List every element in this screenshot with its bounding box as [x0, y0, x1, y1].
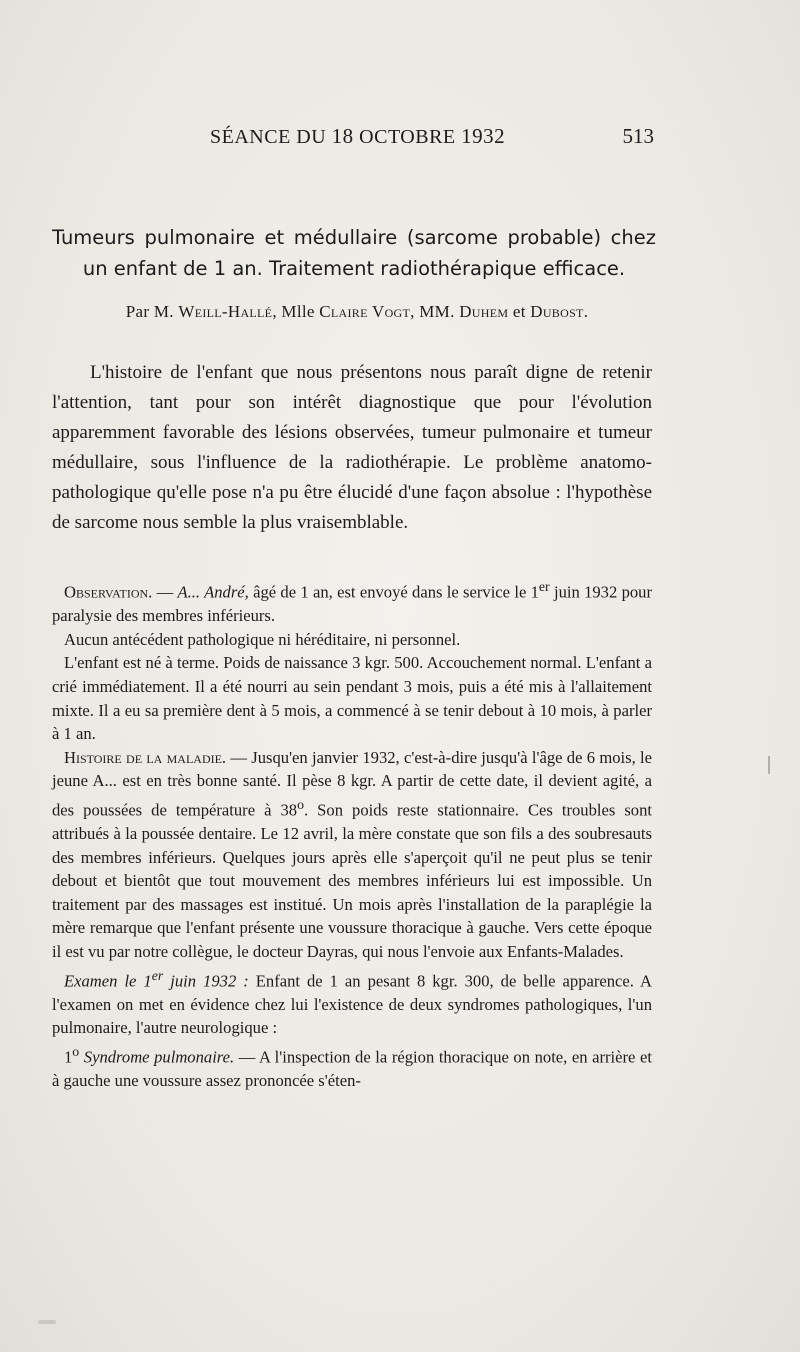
syndrome-text: A l'inspection de la région thoracique on note, en arrière et à gauche une voussure assez prononcée s'éten- [52, 1047, 652, 1090]
observation-text-a: âgé de 1 an, est envoyé dans le service le 1 [248, 582, 539, 602]
running-head [210, 124, 505, 149]
exam-label-sup: er [151, 967, 164, 983]
running-head-pre: SÉANCE DU [210, 126, 332, 148]
observation-patient: A... André, [177, 582, 249, 602]
observation-sup: er [538, 579, 550, 594]
observation-dash: — [152, 582, 178, 602]
authors-sep-1: , Mlle [272, 302, 320, 321]
authors-sep-3: et [508, 302, 531, 321]
observation-text-b: juin 1932 pour paralysie des membres inférieurs. [52, 582, 652, 626]
article-title: Tumeurs pulmonaire et médullaire (sarcome probable) chez un enfant de 1 an. Traitement radiothérapique efficace. [52, 226, 656, 280]
syndrome-dash: — [234, 1047, 260, 1067]
history-dash: — [226, 747, 252, 767]
observation-label: Observation. [64, 582, 153, 602]
author-claire-vogt: Claire Vogt [319, 302, 411, 321]
syndrome-paragraph [52, 1040, 652, 1093]
ink-smudge [38, 1320, 56, 1324]
syndrome-degree: o [72, 1043, 80, 1059]
author-duhem: Duhem [459, 302, 509, 321]
history-label: Histoire de la maladie. [64, 747, 227, 767]
margin-mark [768, 756, 770, 774]
intro-paragraph: L'histoire de l'enfant que nous présentons nous paraît digne de retenir l'attention, tant pour son intérêt diagnostique que pour l'évolution apparemment favorable des lésions observées, tumeur pulmonaire et tumeur médullaire, sous l'influence de la radiothérapie. Le problème anatomo-pathologique qu'elle pose n'a pu être élucidé d'une façon absolue : l'hypothèse de sarcome nous semble la plus vraisemblable. [52, 362, 652, 533]
running-head-month: OCTOBRE [353, 126, 462, 148]
author-weill-halle: Weill-Hallé [178, 302, 273, 321]
exam-label-b: juin 1932 : [163, 971, 249, 991]
exam-text: Enfant de 1 an pesant 8 kgr. 300, de belle apparence. A l'examen on met en évidence chez lui l'existence de deux syndromes pathologiques, l'un pulmonaire, l'autre neurologique : [52, 971, 652, 1038]
authors-end: . [583, 302, 589, 321]
observation-paragraph [52, 575, 652, 628]
page-number: 513 [622, 124, 654, 148]
birth-paragraph: L'enfant est né à terme. Poids de naissance 3 kgr. 500. Accouchement normal. L'enfant a crié immédiatement. Il a été nourri au sein pendant 3 mois, puis a été mis à l'allaitement mixte. Il a eu sa première dent à 5 mois, a commencé à se tenir debout à 10 mois, à parler à 1 an. [52, 653, 652, 744]
history-degree: o [297, 796, 305, 812]
running-header [60, 124, 654, 154]
author-line [60, 302, 654, 322]
syndrome-num: 1 [64, 1047, 73, 1067]
author-dubost: Dubost [530, 302, 584, 321]
exam-paragraph [52, 964, 652, 1040]
running-head-date: 18 [331, 124, 354, 148]
history-text-b: . Son poids reste stationnaire. Ces troubles sont attribués à la poussée dentaire. Le 12 avril, la mère constate que son fils a des soubresauts des membres inférieurs. Quelques jours après elle s'aperçoit qu'il ne peut plus se tenir debout et bientôt que tout mouvement des membres inférieurs lui est impossible. Un traitement par des massages est institué. Un mois après l'installation de la paraplégie la mère remarque que l'enfant présente une voussure thoracique à gauche. Vers cette époque il est vu par notre collègue, le docteur Dayras, qui nous l'envoie aux Enfants-Malades. [52, 800, 652, 961]
antecedents-paragraph: Aucun antécédent pathologique ni héréditaire, ni personnel. [64, 629, 461, 649]
syndrome-label: Syndrome pulmonaire. [79, 1047, 235, 1067]
authors-sep-2: , MM. [410, 302, 460, 321]
history-text-a: Jusqu'en janvier 1932, c'est-à-dire jusqu'à l'âge de 6 mois, le jeune A... est en très bonne santé. Il pèse 8 kgr. A partir de cette date, il devient agité, a des poussées de température à 38 [52, 747, 652, 820]
authors-par: Par M. [125, 302, 179, 321]
history-paragraph [52, 746, 652, 964]
intro-section [52, 358, 652, 538]
running-head-year: 1932 [461, 124, 506, 148]
exam-label-a: Examen le 1 [64, 971, 152, 991]
case-report [52, 575, 652, 1093]
